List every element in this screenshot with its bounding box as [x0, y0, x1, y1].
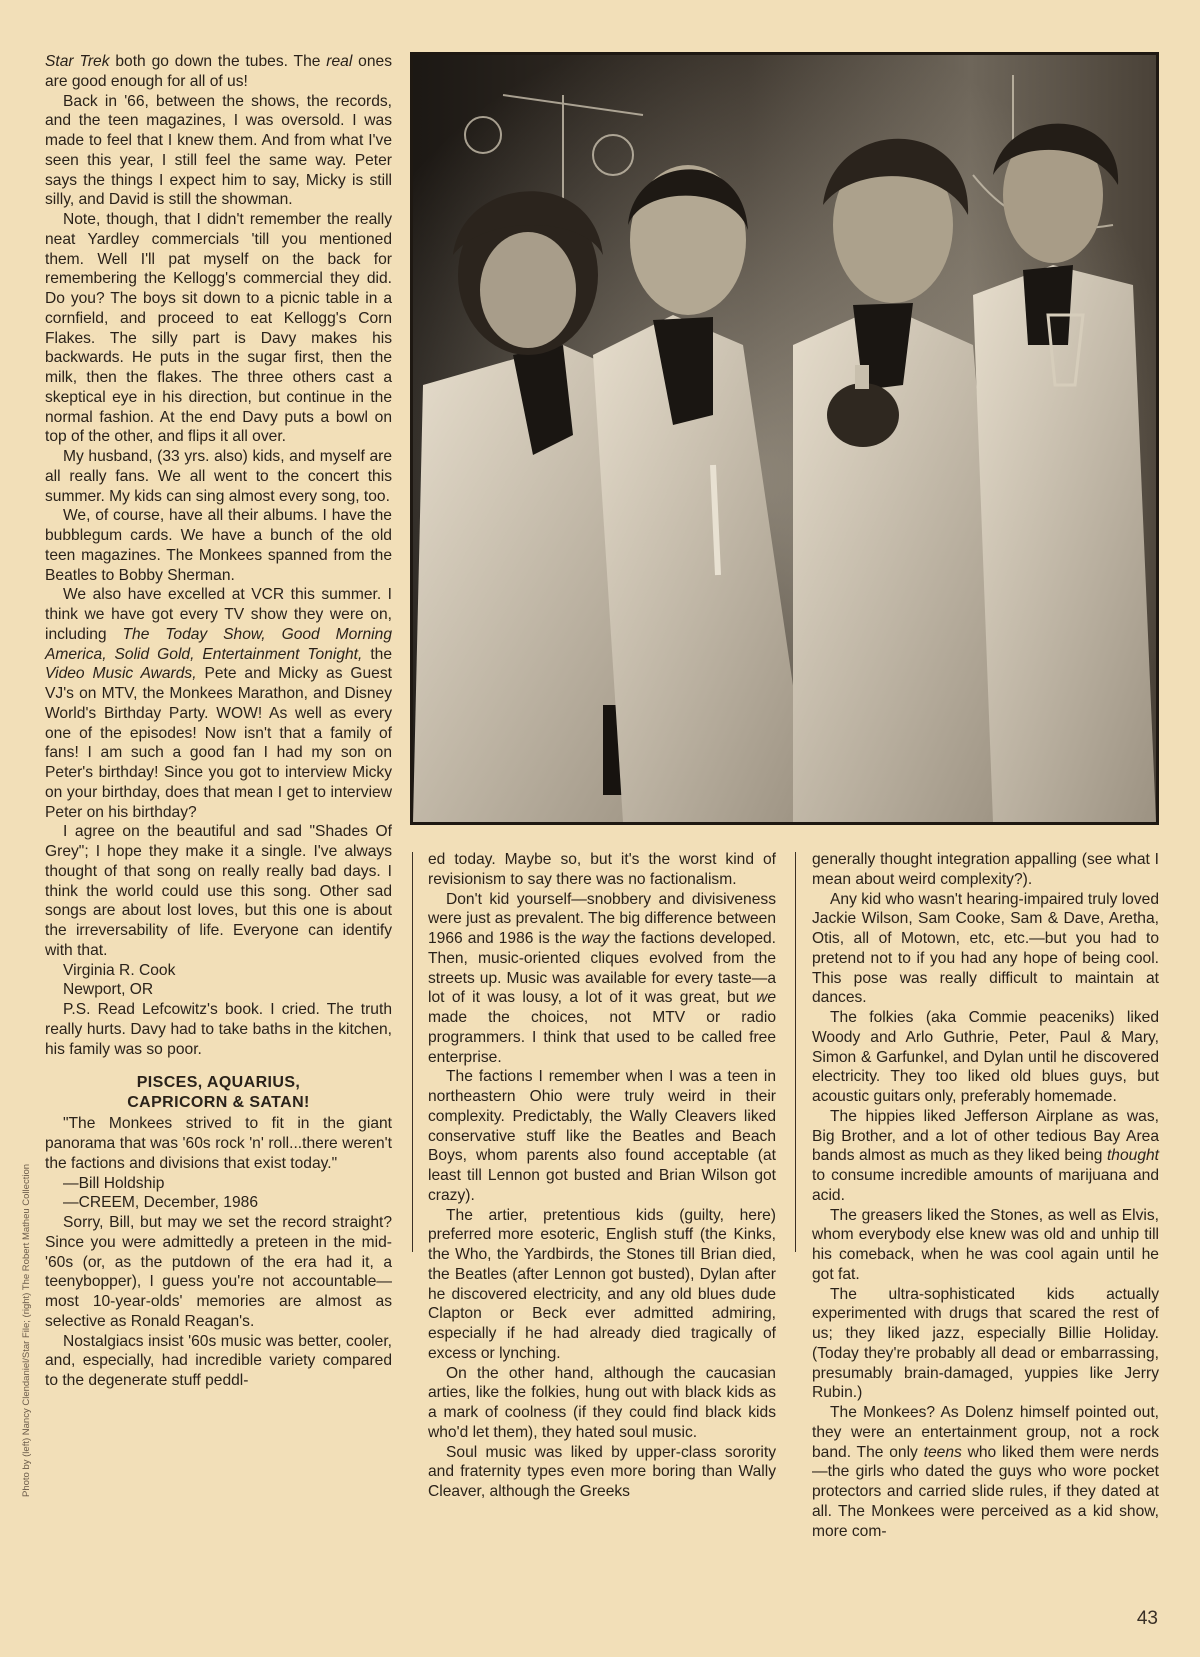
signature-name: Virginia R. Cook [63, 961, 176, 979]
paragraph: Soul music was liked by upper-class sorority and fraternity types even more boring than Wally Cleaver, although the Greeks [428, 1443, 776, 1500]
article-column-3 [812, 850, 1159, 1541]
paragraph: The Monkees? As Dolenz himself pointed out, they were an entertainment group, not a rock band. The only teens who liked them were nerds—the girls who dated the guys who wore pocket protectors and carried slide rules, if they dated at all. The Monkees were perceived as a kid show, more com- [812, 1404, 1159, 1540]
paragraph: I agree on the beautiful and sad "Shades Of Grey"; I hope they make it a single. I've always thought of that song on really really bad days. I think the world could use this song. Other sad songs are about lost loves, but this one is about the irreversability of life. Everyone can identify with that. [45, 823, 392, 959]
paragraph: The folkies (aka Commie peaceniks) liked Woody and Arlo Guthrie, Peter, Paul & Mary, Simon & Garfunkel, and Dylan until he discovered electricity. They too liked old blues guys, but acoustic guitars only, preferably homemade. [812, 1009, 1159, 1105]
column-rule [795, 852, 796, 1252]
paragraph: On the other hand, although the caucasian arties, like the folkies, hung out with black kids as a mark of coolness (if they could find black kids who'd let them), they hated soul music. [428, 1364, 776, 1441]
paragraph: Nostalgiacs insist '60s music was better, cooler, and, especially, had incredible variety compared to the degenerate stuff peddl- [45, 1332, 392, 1389]
band-photo [410, 52, 1159, 825]
paragraph: We, of course, have all their albums. I have the bubblegum cards. We have a bunch of the old teen magazines. The Monkees spanned from the Beatles to Bobby Sherman. [45, 507, 392, 584]
paragraph: The hippies liked Jefferson Airplane as was, Big Brother, and a lot of other tedious Bay Area bands almost as much as they liked being thought to consume incredible amounts of marijuana and acid. [812, 1107, 1159, 1204]
paragraph: Note, though, that I didn't remember the really neat Yardley commercials 'till you mentioned them. Well I'll pat myself on the back for remembering the Kellogg's commercial they did. Do you? The boys sit down to a picnic table in a cornfield, and proceed to eat Kellogg's Corn Flakes. The silly part is Davy makes his backwards. He puts in the sugar first, then the milk, then the flakes. The three others cast a skeptical eye in his direction, but continue in the normal fashion. At the end Davy puts a bowl on top of the other, and flips it all over. [45, 211, 392, 446]
paragraph: Back in '66, between the shows, the records, and the teen magazines, I was oversold. I was made to feel that I knew them. And from what I've seen this year, I still feel the same way. Peter says the things I expect him to say, Micky is still silly, and David is still the showman. [45, 92, 392, 209]
quote-attribution-author: —Bill Holdship [63, 1174, 165, 1192]
photo-credit: Photo by (left) Nancy Clendaniel/Star File; (right) The Robert Matheu Collection [21, 1163, 32, 1497]
paragraph: The greasers liked the Stones, as well as Elvis, whom everybody else knew was old and unhip till his comeback, when he was cool again until he got fat. [812, 1206, 1159, 1283]
paragraph: ed today. Maybe so, but it's the worst kind of revisionism to say there was no factionalism. [428, 851, 776, 888]
paragraph: Any kid who wasn't hearing-impaired truly loved Jackie Wilson, Sam Cooke, Sam & Dave, Aretha, Otis, all of Motown, etc, etc.—but you had to pretend not to if you had any hope of being cool. This pose was really difficult to maintain at dances. [812, 890, 1159, 1007]
paragraph: We also have excelled at VCR this summer. I think we have got every TV show they were on, including The Today Show, Good Morning America, Solid Gold, Entertainment Tonight, the Video Music Awards, Pete and Micky as Guest VJ's on MTV, the Monkees Marathon, and Disney World's Birthday Party. WOW! As well as every one of the episodes! Now isn't that a family of fans! I am such a good fan I had my son on Peter's birthday! Since you got to interview Micky on your birthday, does that mean I get to interview Peter on his birthday? [45, 586, 392, 821]
pull-quote: "The Monkees strived to fit in the giant panorama that was '60s rock 'n' roll...there weren't the factions and divisions that exist today." [45, 1115, 392, 1172]
paragraph: My husband, (33 yrs. also) kids, and myself are all really fans. We all went to the concert this summer. My kids can sing almost every song, too. [45, 448, 392, 505]
paragraph: Sorry, Bill, but may we set the record straight? Since you were admittedly a preteen in the mid-'60s (or, as the putdown of the era had it, a teenybopper), I guess you're not accountable—most 10-year-olds' memories are almost as selective as Ronald Reagan's. [45, 1214, 392, 1330]
lab-coat-band-photo-illustration [413, 55, 1156, 822]
paragraph: The factions I remember when I was a teen in northeastern Ohio were truly weird in their complexity. Predictably, the Wally Cleavers liked conservative stuff like the Beatles and Beach Boys, whom parents also found acceptable (at least till Lennon got busted and Brian Wilson got crazy). [428, 1068, 776, 1204]
paragraph: The artier, pretentious kids (guilty, here) preferred more esoteric, English stuff (the Kinks, the Who, the Yardbirds, the Stones till Brian died, the Beatles (after Lennon got busted), Dylan after he discovered electricity, and any old blues dude Clapton or Beck ever admitted admiring, especially if he had already died tragically of excess or lynching. [428, 1206, 776, 1362]
paragraph: The ultra-sophisticated kids actually experimented with drugs that scared the rest of us; they liked jazz, especially Billie Holiday. (Today they're probably all dead or embarrassing, presumably brain-damaged, yuppies like Jerry Rubin.) [812, 1285, 1159, 1402]
paragraph: generally thought integration appalling (see what I mean about weird complexity?). [812, 851, 1159, 888]
article-column-1 [45, 52, 392, 1391]
paragraph: Don't kid yourself—snobbery and divisiveness were just as prevalent. The big difference between 1966 and 1986 is the way the factions developed. Then, music-oriented cliques evolved from the streets up. Music was available for every taste—a lot of it was lousy, a lot of it was great, but we made the choices, not MTV or radio programmers. I think that used to be called free enterprise. [428, 890, 776, 1066]
page-number: 43 [1136, 1608, 1158, 1629]
postscript: P.S. Read Lefcowitz's book. I cried. The truth really hurts. Davy had to take baths in the kitchen, his family was so poor. [45, 1001, 392, 1058]
quote-attribution-source: —CREEM, December, 1986 [63, 1194, 258, 1212]
signature-location: Newport, OR [63, 981, 154, 999]
section-heading: PISCES, AQUARIUS, CAPRICORN & SATAN! [127, 1074, 310, 1112]
paragraph: Star Trek both go down the tubes. The real ones are good enough for all of us! [45, 53, 392, 90]
article-column-2 [428, 850, 776, 1502]
column-rule [412, 852, 413, 1252]
